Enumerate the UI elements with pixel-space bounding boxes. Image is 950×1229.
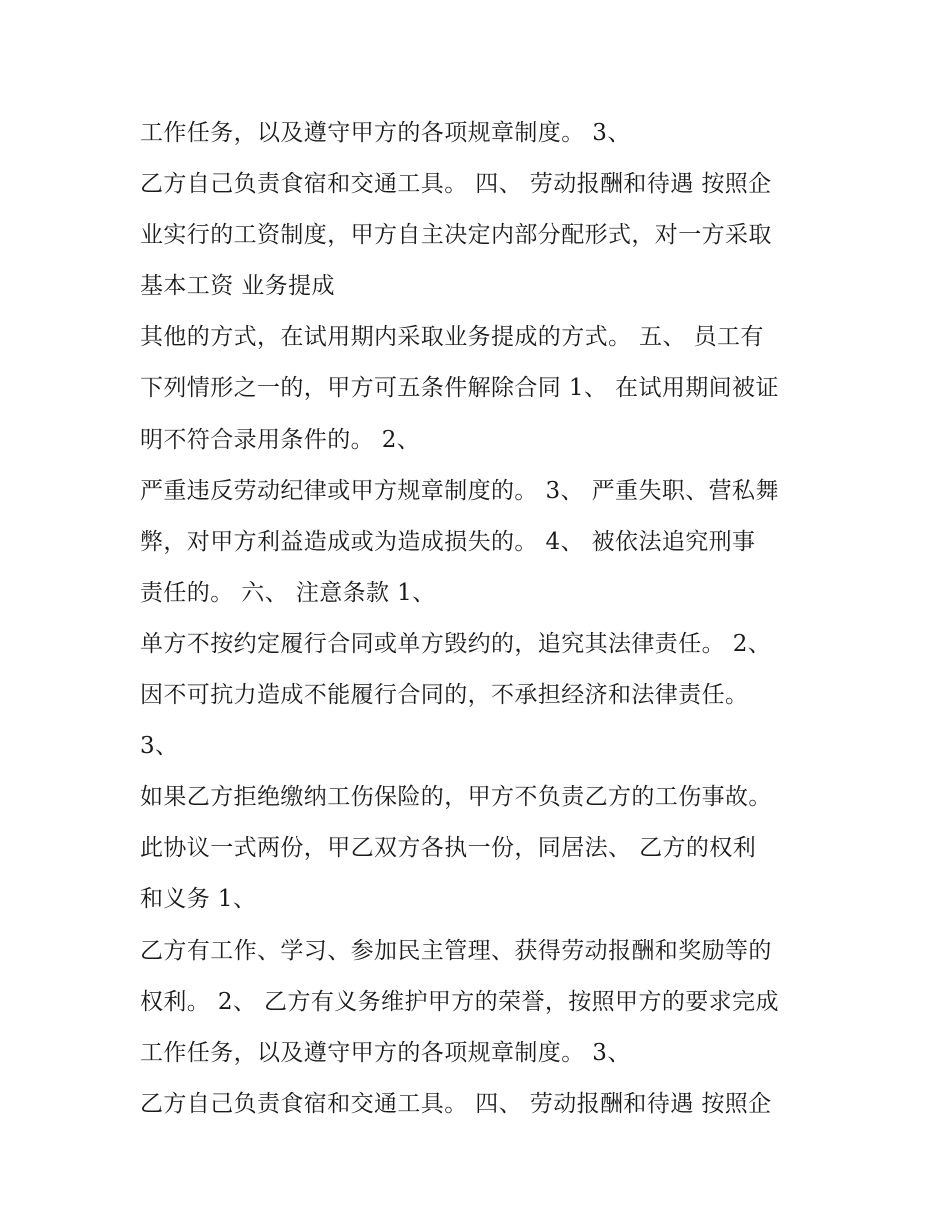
text-line: 乙方有工作、学习、参加民主管理、获得劳动报酬和奖励等的 (140, 937, 772, 964)
text-line: 工作任务，以及遵守甲方的各项规章制度。 3、 (140, 1039, 631, 1066)
text-line: 权利。 2、 乙方有义务维护甲方的荣誉，按照甲方的要求完成 (140, 988, 779, 1015)
text-line: 如果乙方拒绝缴纳工伤保险的，甲方不负责乙方的工伤事故。 (140, 784, 772, 811)
text-line: 责任的。 六、 注意条款 1、 (140, 579, 436, 606)
text-line: 下列情形之一的，甲方可五条件解除合同 1、 在试用期间被证 (140, 375, 779, 402)
text-line: 其他的方式，在试用期内采取业务提成的方式。 五、 员工有 (140, 324, 764, 351)
document-text-body (140, 108, 820, 1130)
text-line: 单方不按约定履行合同或单方毁约的，追究其法律责任。 2、 (140, 630, 772, 657)
text-line: 工作任务，以及遵守甲方的各项规章制度。 3、 (140, 120, 631, 146)
text-line: 明不符合录用条件的。 2、 (140, 426, 421, 453)
text-line: 基本工资 业务提成 (140, 273, 335, 300)
text-line: 因不可抗力造成不能履行合同的，不承担经济和法律责任。 (140, 682, 749, 709)
text-line: 乙方自己负责食宿和交通工具。 四、 劳动报酬和待遇 按照企 (140, 1090, 772, 1117)
text-line: 业实行的工资制度，甲方自主决定内部分配形式，对一方采取 (140, 222, 772, 249)
text-line: 弊，对甲方利益造成或为造成损失的。 4、 被依法追究刑事 (140, 528, 756, 555)
text-line: 乙方自己负责食宿和交通工具。 四、 劳动报酬和待遇 按照企 (140, 171, 772, 198)
text-line: 3、 (140, 733, 179, 760)
text-line: 此协议一式两份，甲乙双方各执一份，同居法、 乙方的权利 (140, 835, 757, 862)
text-line: 和义务 1、 (140, 886, 257, 913)
text-line: 严重违反劳动纪律或甲方规章制度的。 3、 严重失职、营私舞 (140, 477, 779, 504)
